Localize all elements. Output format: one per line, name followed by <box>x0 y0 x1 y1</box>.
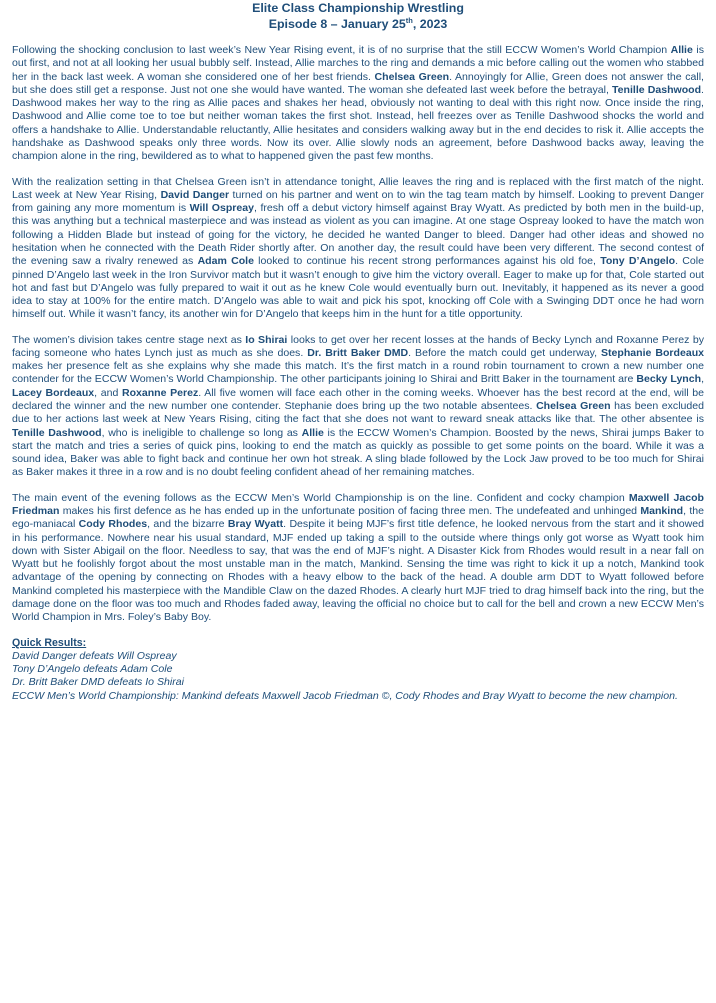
article-paragraph <box>12 44 704 164</box>
paragraph-text: is the ECCW Women’s Champion. Boosted by the news, Shirai jumps Baker to start the match and tries a series of quick pins, looking to end the match as quickly as possible to get some points on the board. While it was a sound idea, Baker was able to fight back and continue her own hot streak. A sling blade followed by the Lock Jaw proved to be too much for Shirai as Baker makes it three in a row and is no doubt feeling confident ahead of her remaining matches. <box>12 426 705 479</box>
paragraph-text: , and the bizarre <box>147 518 228 531</box>
article-paragraph <box>12 492 704 625</box>
article-paragraph <box>12 334 704 480</box>
paragraph-text: . Before the match could get underway, <box>408 346 601 359</box>
highlighted-name: Will Ospreay <box>189 202 255 215</box>
episode-year: , 2023 <box>412 17 448 31</box>
highlighted-name: Maxwell Jacob Friedman <box>12 491 705 517</box>
quick-result-item: Tony D’Angelo defeats Adam Cole <box>12 663 173 676</box>
paragraph-text: Following the shocking conclusion to last week’s New Year Rising event, it is of no surprise that the still ECCW Women’s World Champion <box>12 44 671 56</box>
paragraph-text: turned on his partner and went on to win the tag team match by himself. Looking to prevent Danger from gaining any more momentum is <box>12 188 704 215</box>
paragraph-text: , fresh off a debut victory himself against Bray Wyatt. As predicted by both men in the build-up, this was anything but a technical masterpiece and was instead as violent as you can imagine. At one stage Ospreay looked to have the match won following a Hidden Blade but instead of going for the victory, he decided he wanted Danger to bleed. Danger had other ideas and showed no hesitation when he connected with the Death Rider shortly after. On another day, the result could have been very different. The second contest of the evening saw a rivalry renewed as <box>12 202 704 268</box>
highlighted-name: Tenille Dashwood <box>612 83 702 96</box>
paragraph-text: . Dashwood makes her way to the ring as Allie paces and shakes her head, obviously not wanting to deal with this right now. Once inside the ring, Dashwood and Allie come toe to toe but neither woman takes the first shot. Instead, hell freezes over as Tenille Dashwood shocks the world and offers a handshake to Allie. Understandable reluctantly, Allie hesitates and considers walking away but in the end decides to risk it. Allie accepts the handshake as Dashwood speaks only three words. Now its over. Allie slowly nods an agreement, before Dashwood backs away, leaving the champion alone in the ring, bewildered as to what to happened given the past few months. <box>12 83 704 163</box>
highlighted-name: Lacey Bordeaux <box>12 386 95 399</box>
paragraph-text: , and <box>94 386 122 399</box>
paragraph-text: looks to get over her recent losses at the hands of Becky Lynch and Roxanne Perez by facing someone who hates Lynch just as much as she does. <box>12 333 704 359</box>
highlighted-name: Io Shirai <box>245 333 288 346</box>
highlighted-name: Tony D’Angelo <box>600 255 676 268</box>
paragraph-text: , the ego-maniacal <box>12 505 704 531</box>
paragraph-text: makes his first defence as he has ended up in the unfortunate position of facing three men. The undefeated and unhinged <box>59 505 641 517</box>
highlighted-name: Allie <box>301 426 324 439</box>
paragraph-text: is out first, and not at all looking her usual bubbly self. Instead, Allie marches to the ring and demands a mic before calling out the women who stabbed her in the back last week. A woman she considered one of her best friends. <box>12 44 704 83</box>
article-paragraph <box>12 176 704 322</box>
paragraph-text: , who is ineligible to challenge so long as <box>101 426 302 439</box>
paragraph-text: The main event of the evening follows as the ECCW Men’s World Championship is on the line. Confident and cocky champion <box>12 491 629 504</box>
highlighted-name: Stephanie Bordeaux <box>601 346 705 359</box>
paragraph-text: . Cole pinned D’Angelo last week in the Iron Survivor match but it wasn’t enough to give him the victory overall. Eager to make up for that, Cole started out hot and fast but D’Angelo was fully prepared to wait it out as he knew Cole would eventually burn out. Inevitably, it happened as its never a good idea to stay at 100% for the entire match. D’Angelo was able to wait and pick his spot, knocking off Cole with a Swinging DDT once he had worn himself out. While it wasn’t fancy, its another win for D’Angelo that keeps him in the hunt for a title opportunity. <box>12 255 704 321</box>
paragraph-text: makes her presence felt as she explains why she made this match. It’s the first match in a round robin tournament to crown a new number one contender for the ECCW Women’s World Championship. The other participants joining Io Shirai and Britt Baker in the tournament are <box>12 360 704 386</box>
highlighted-name: Mankind <box>640 505 684 517</box>
highlighted-name: Bray Wyatt <box>227 518 284 531</box>
quick-results-heading: Quick Results: <box>12 636 87 649</box>
paragraph-text: , <box>701 373 704 386</box>
quick-result-item: David Danger defeats Will Ospreay <box>12 649 177 662</box>
highlighted-name: Cody Rhodes <box>78 518 148 531</box>
paragraph-text: . Annoyingly for Allie, Green does not answer the call, but she does still get a response. Just not one she would have wanted. The woman she defeated last week before the betrayal, <box>12 70 704 96</box>
quick-results-list <box>12 650 704 703</box>
quick-result-item: Dr. Britt Baker DMD defeats Io Shirai <box>12 676 184 689</box>
paragraph-text: has been excluded due to her actions last week at New Years Rising, citing the fact that she does not want to reward sneak attacks like that. The other absentee is <box>12 400 704 426</box>
highlighted-name: Allie <box>670 44 693 56</box>
paragraph-text: . All five women will face each other in the coming weeks. Whoever has the best record at the end, will be declared the winner and the new number one contender. Stephanie does bring up the two notable absentees. <box>12 386 705 413</box>
highlighted-name: Roxanne Perez <box>121 386 199 399</box>
highlighted-name: Tenille Dashwood <box>12 426 102 439</box>
highlighted-name: Adam Cole <box>197 255 254 268</box>
quick-results <box>12 637 704 703</box>
show-title: Elite Class Championship Wrestling <box>252 1 464 15</box>
document-header <box>12 0 704 32</box>
episode-date-suffix: th <box>405 15 413 25</box>
highlighted-name: Dr. Britt Baker DMD <box>307 346 409 359</box>
episode-line <box>12 16 704 32</box>
paragraph-text: The women’s division takes centre stage next as <box>12 333 246 346</box>
quick-result-item: ECCW Men’s World Championship: Mankind defeats Maxwell Jacob Friedman ©, Cody Rhodes and Bray Wyatt to become the new champion. <box>12 689 678 702</box>
highlighted-name: Chelsea Green <box>374 70 450 83</box>
highlighted-name: Becky Lynch <box>636 373 702 386</box>
paragraph-text: With the realization setting in that Chelsea Green isn’t in attendance tonight, Allie leaves the ring and is replaced with the first match of the night. Last week at New Year Rising, <box>12 175 704 201</box>
article-body <box>12 44 704 625</box>
paragraph-text: looked to continue his recent strong performances against his old foe, <box>253 255 601 268</box>
highlighted-name: David Danger <box>160 188 230 201</box>
paragraph-text: . Despite it being MJF’s first title defence, he looked nervous from the start and it showed in his performance. Nowhere near his usual standard, MJF ended up taking a spill to the outside where things only got worse as Wyatt took him down with Sister Abigail on the floor. Needless to say, that was the end of MJF’s night. A Disaster Kick from Rhodes would result in a near fall on Wyatt but he foolishly forgot about the most unstable man in the match, Mankind. Sensing the time was right to kick it up a notch, Mankind took advantage of the opening by connecting on Rhodes with a heavy elbow to the back of the head. A double arm DDT to Wyatt followed before Mankind completed his masterpiece with the Mandible Claw on the dazed Rhodes. A clearly hurt MJF tried to drag himself back into the ring, but the damage done on the floor was too much and Rhodes faded away, leaving the official no choice but to call for the bell and crown a new ECCW Men’s World Champion in Mrs. Foley’s Baby Boy. <box>12 518 704 624</box>
highlighted-name: Chelsea Green <box>536 400 611 413</box>
episode-label: Episode 8 – January 25 <box>268 17 406 31</box>
